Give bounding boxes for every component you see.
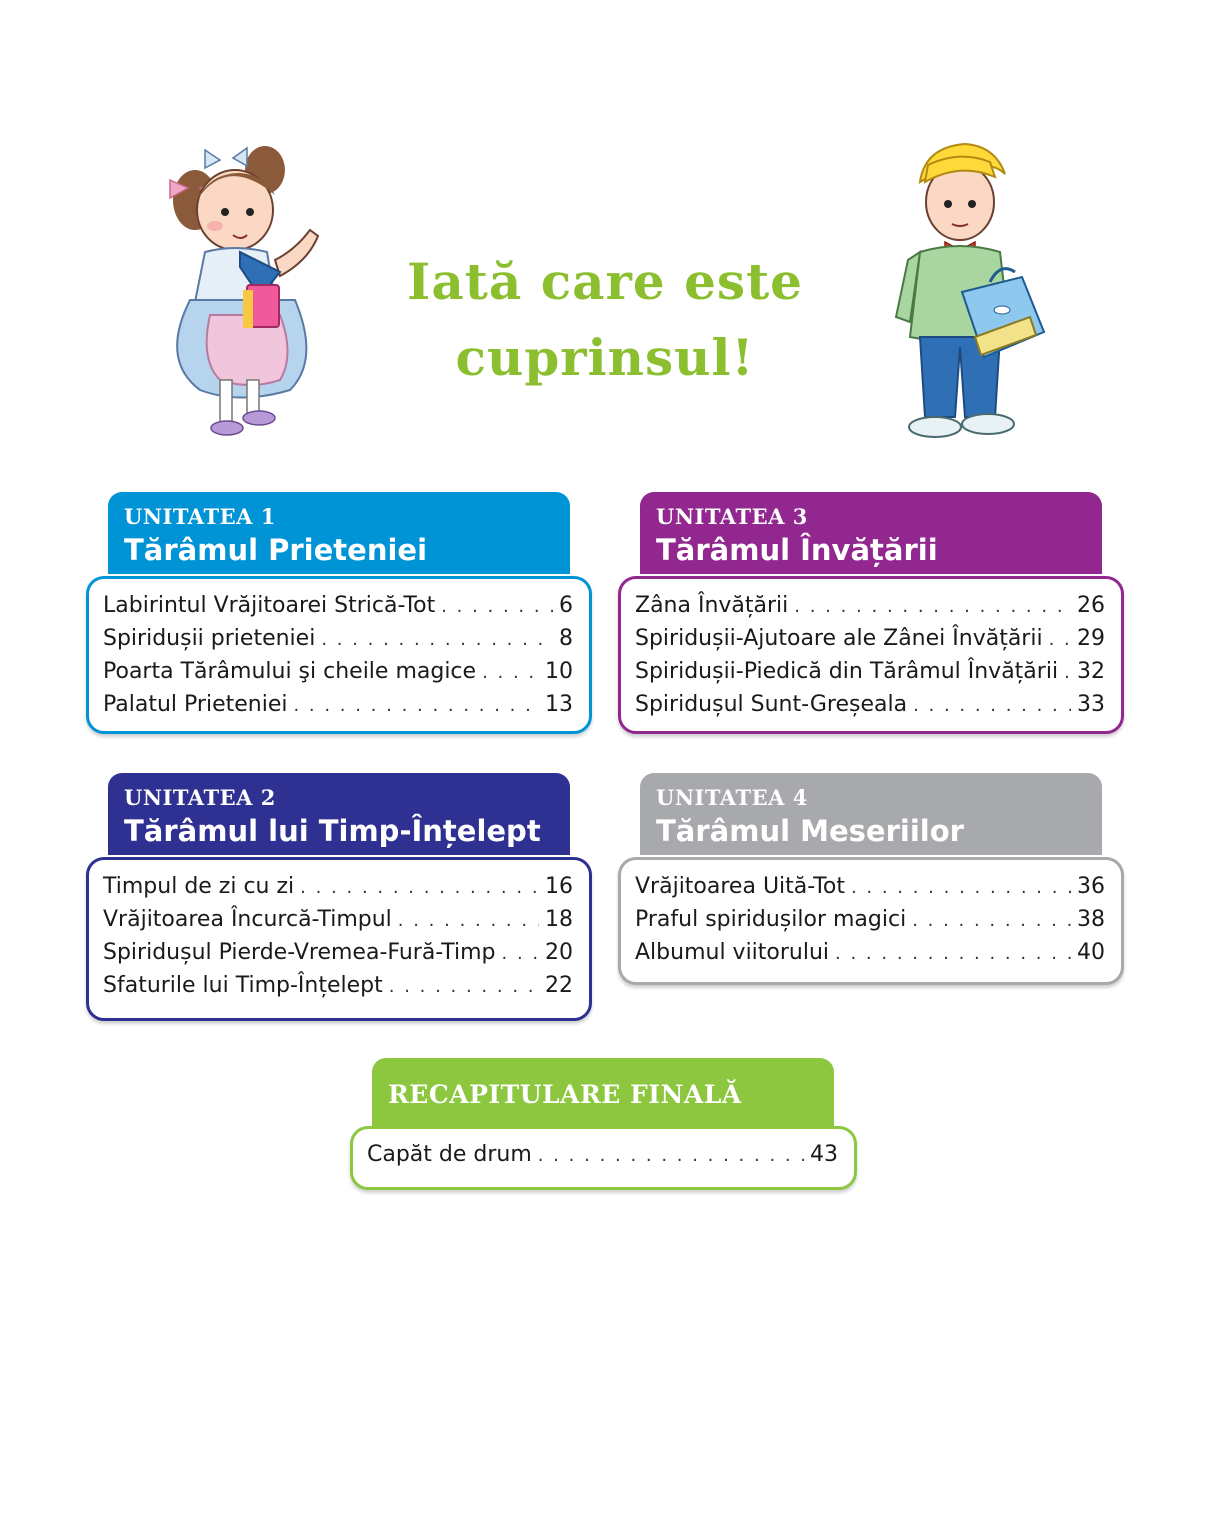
toc-leader-dots bbox=[398, 910, 539, 931]
page-title-line-1: Iată care este bbox=[407, 252, 803, 311]
toc-entry[interactable] bbox=[635, 907, 1105, 940]
toc-entry-page: 6 bbox=[559, 593, 573, 618]
toc-entry-title: Spiridușii-Piedică din Tărâmul Învățării bbox=[635, 659, 1059, 684]
toc-entry-page: 13 bbox=[545, 692, 573, 717]
toc-entry[interactable] bbox=[635, 626, 1105, 659]
unit-1-contents bbox=[86, 576, 592, 734]
toc-entry[interactable] bbox=[635, 692, 1105, 725]
toc-leader-dots bbox=[389, 976, 539, 997]
toc-entry-title: Spiridușii-Ajutoare ale Zânei Învățării bbox=[635, 626, 1043, 651]
toc-leader-dots bbox=[441, 596, 553, 617]
toc-leader-dots bbox=[912, 910, 1071, 931]
toc-leader-dots bbox=[1064, 662, 1071, 683]
toc-leader-dots bbox=[538, 1145, 804, 1166]
unit-1-header bbox=[108, 492, 570, 574]
unit-2-contents bbox=[86, 857, 592, 1021]
recap-contents bbox=[350, 1126, 857, 1190]
toc-entry-title: Labirintul Vrăjitoarei Strică-Tot bbox=[103, 593, 436, 618]
toc-entry[interactable] bbox=[103, 973, 573, 1006]
page-title-line-2: cuprinsul! bbox=[455, 328, 755, 387]
toc-entry-page: 43 bbox=[810, 1142, 838, 1167]
toc-entry-page: 22 bbox=[545, 973, 573, 998]
unit-3-header bbox=[640, 492, 1102, 574]
toc-entry-page: 33 bbox=[1077, 692, 1105, 717]
toc-entry-page: 38 bbox=[1077, 907, 1105, 932]
toc-entry[interactable] bbox=[635, 659, 1105, 692]
recap-header bbox=[372, 1058, 834, 1126]
toc-entry[interactable] bbox=[103, 940, 573, 973]
unit-4-label: UNITATEA 4 bbox=[656, 785, 808, 810]
toc-entry-page: 8 bbox=[559, 626, 573, 651]
toc-leader-dots bbox=[482, 662, 539, 683]
toc-entry[interactable] bbox=[103, 659, 573, 692]
toc-entry-title: Vrăjitoarea Uită-Tot bbox=[635, 874, 845, 899]
girl-illustration bbox=[165, 140, 330, 445]
toc-entry-title: Albumul viitorului bbox=[635, 940, 830, 965]
toc-entry[interactable] bbox=[103, 593, 573, 626]
unit-4-name: Tărâmul Meseriilor bbox=[656, 814, 964, 848]
toc-entry-page: 10 bbox=[545, 659, 573, 684]
unit-3-label: UNITATEA 3 bbox=[656, 504, 808, 529]
toc-entry[interactable] bbox=[635, 940, 1105, 973]
toc-entry-title: Spiridușul Pierde-Vremea-Fură-Timp bbox=[103, 940, 496, 965]
toc-leader-dots bbox=[913, 695, 1071, 716]
unit-1-label: UNITATEA 1 bbox=[124, 504, 276, 529]
boy-illustration bbox=[880, 142, 1050, 447]
toc-leader-dots bbox=[851, 877, 1071, 898]
toc-leader-dots bbox=[835, 943, 1071, 964]
toc-leader-dots bbox=[794, 596, 1071, 617]
toc-entry-page: 16 bbox=[545, 874, 573, 899]
toc-entry-page: 18 bbox=[545, 907, 573, 932]
unit-4-contents bbox=[618, 857, 1124, 985]
toc-entry-title: Capăt de drum bbox=[367, 1142, 532, 1167]
unit-2-label: UNITATEA 2 bbox=[124, 785, 276, 810]
toc-leader-dots bbox=[300, 877, 539, 898]
toc-entry-title: Spiridușul Sunt-Greșeala bbox=[635, 692, 908, 717]
toc-entry-title: Spiridușii prieteniei bbox=[103, 626, 316, 651]
toc-entry-title: Palatul Prieteniei bbox=[103, 692, 288, 717]
toc-entry-title: Poarta Tărâmului şi cheile magice bbox=[103, 659, 477, 684]
toc-leader-dots bbox=[321, 629, 553, 650]
toc-entry[interactable] bbox=[635, 874, 1105, 907]
unit-3-contents bbox=[618, 576, 1124, 734]
toc-entry[interactable] bbox=[103, 626, 573, 659]
recap-label: RECAPITULARE FINALĂ bbox=[388, 1080, 742, 1109]
toc-entry-page: 20 bbox=[545, 940, 573, 965]
toc-entry[interactable] bbox=[635, 593, 1105, 626]
toc-entry[interactable] bbox=[103, 907, 573, 940]
unit-2-name: Tărâmul lui Timp-Înțelept bbox=[124, 814, 541, 848]
toc-entry[interactable] bbox=[103, 874, 573, 907]
toc-entry-title: Vrăjitoarea Încurcă-Timpul bbox=[103, 907, 392, 932]
toc-entry-page: 32 bbox=[1077, 659, 1105, 684]
toc-entry-title: Zâna Învățării bbox=[635, 593, 789, 618]
toc-entry-page: 29 bbox=[1077, 626, 1105, 651]
toc-leader-dots bbox=[1049, 629, 1071, 650]
toc-leader-dots bbox=[502, 943, 540, 964]
toc-leader-dots bbox=[293, 695, 539, 716]
unit-1-name: Tărâmul Prieteniei bbox=[124, 533, 428, 567]
toc-entry-title: Sfaturile lui Timp-Înțelept bbox=[103, 973, 383, 998]
toc-entry[interactable] bbox=[103, 692, 573, 725]
unit-2-header bbox=[108, 773, 570, 855]
toc-entry-title: Timpul de zi cu zi bbox=[103, 874, 295, 899]
unit-3-name: Tărâmul Învățării bbox=[656, 533, 938, 567]
toc-entry-page: 40 bbox=[1077, 940, 1105, 965]
toc-entry-title: Praful spiridușilor magici bbox=[635, 907, 907, 932]
toc-entry[interactable] bbox=[367, 1142, 838, 1175]
unit-4-header bbox=[640, 773, 1102, 855]
toc-entry-page: 36 bbox=[1077, 874, 1105, 899]
toc-entry-page: 26 bbox=[1077, 593, 1105, 618]
